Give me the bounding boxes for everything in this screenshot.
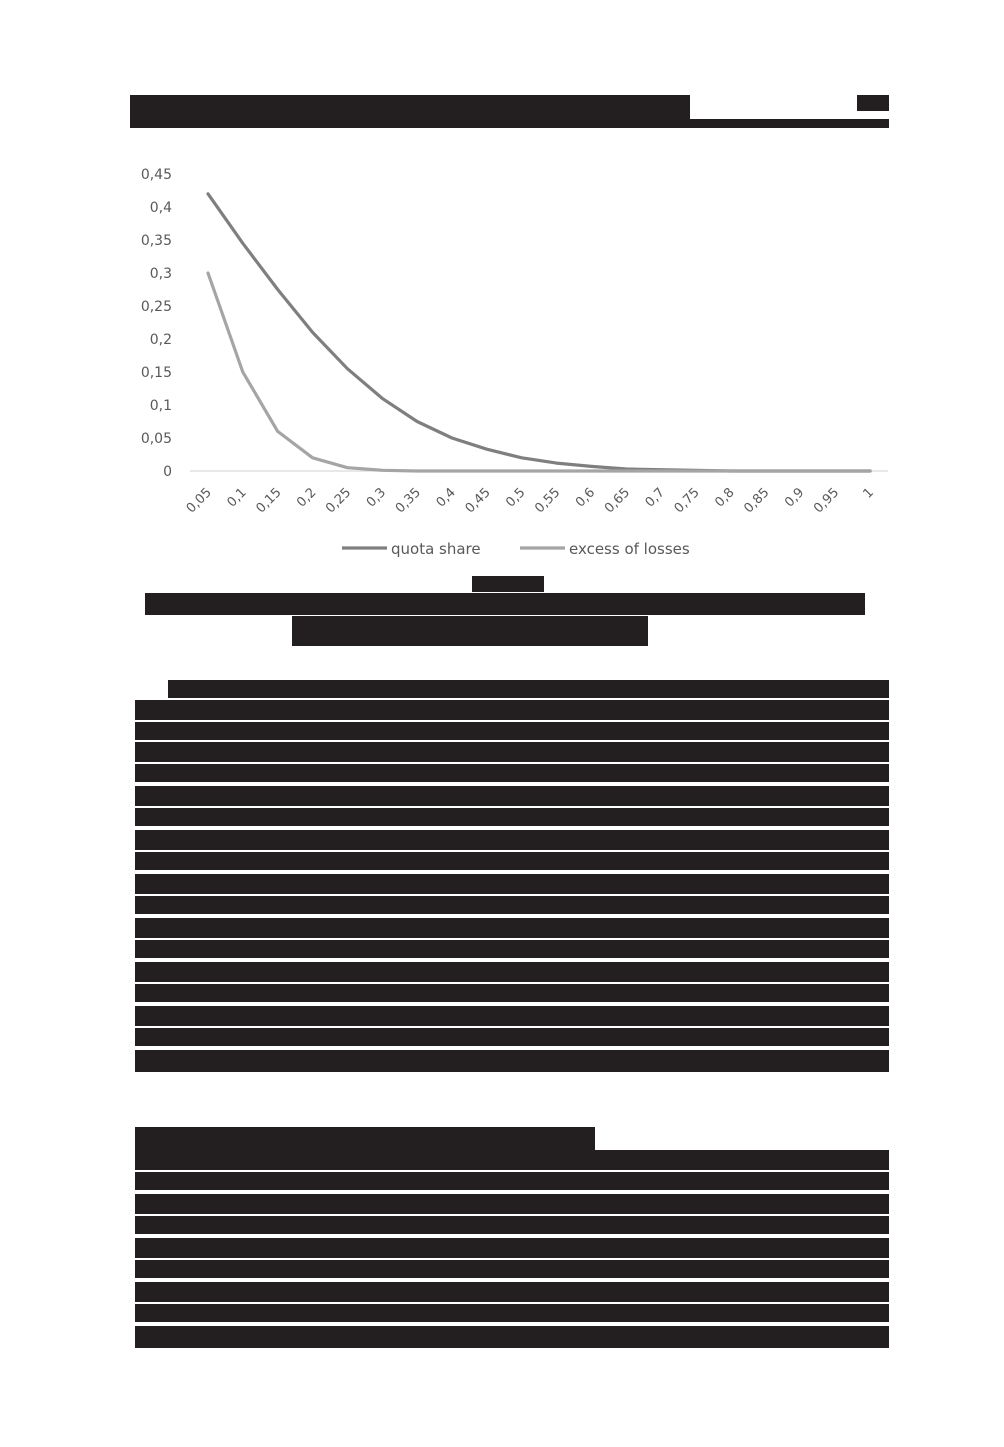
text-line-redaction [135, 742, 889, 762]
text-line-redaction [135, 700, 889, 720]
legend-label: quota share [391, 540, 481, 558]
x-tick-label: 0,75 [671, 485, 703, 517]
y-tick-label: 0,3 [149, 266, 172, 282]
x-tick-label: 0,15 [253, 485, 285, 517]
text-line-redaction [135, 1326, 889, 1348]
y-tick-label: 0,25 [140, 299, 172, 315]
page-number-redaction [857, 95, 889, 111]
text-line-redaction [135, 808, 889, 826]
text-line-redaction [135, 1282, 889, 1302]
text-line-redaction [135, 984, 889, 1002]
text-line-redaction [135, 722, 889, 740]
text-line-redaction [135, 1194, 889, 1214]
text-line-redaction [135, 1216, 889, 1234]
x-tick-label: 0,05 [183, 485, 215, 517]
text-line-redaction [135, 852, 889, 870]
y-tick-label: 0 [163, 464, 172, 480]
x-tick-label: 0,7 [642, 485, 668, 511]
text-line-redaction [135, 786, 889, 806]
x-tick-label: 0,25 [323, 485, 355, 517]
running-title-redaction [130, 95, 690, 119]
text-line-redaction [135, 1028, 889, 1046]
text-line-redaction [135, 896, 889, 914]
y-tick-label: 0,45 [140, 167, 172, 183]
text-line-redaction [135, 1172, 889, 1190]
text-line-redaction [135, 1260, 889, 1278]
x-tick-label: 0,4 [433, 485, 459, 511]
text-line-redaction [135, 1050, 889, 1072]
caption-line-2-redaction [292, 616, 648, 646]
caption-line-1-redaction [145, 593, 865, 615]
x-tick-label: 0,85 [741, 485, 773, 517]
x-tick-label: 0,3 [363, 485, 390, 511]
text-line-redaction [135, 1150, 889, 1170]
y-tick-label: 0,05 [140, 431, 172, 447]
text-line-redaction [135, 874, 889, 894]
x-tick-label: 0,95 [811, 485, 843, 517]
x-tick-label: 0,65 [601, 485, 634, 517]
text-line-redaction [135, 940, 889, 958]
y-tick-label: 0,35 [140, 233, 172, 249]
y-tick-label: 0,4 [149, 200, 172, 216]
text-line-redaction [135, 830, 889, 850]
y-tick-label: 0,15 [140, 365, 172, 381]
line-chart [120, 155, 910, 575]
chart-canvas [120, 155, 910, 575]
text-line-redaction [168, 680, 889, 698]
text-line-redaction [135, 1006, 889, 1026]
x-tick-label: 0,9 [782, 485, 808, 511]
x-tick-label: 0,5 [503, 485, 529, 511]
text-line-redaction [135, 1238, 889, 1258]
text-line-redaction [135, 918, 889, 938]
text-line-redaction [135, 764, 889, 782]
x-tick-label: 0,55 [532, 485, 564, 517]
x-tick-label: 0,35 [392, 485, 424, 517]
x-tick-label: 0,2 [294, 485, 320, 511]
series-line-excess-of-losses [208, 273, 870, 471]
legend-label: excess of losses [569, 540, 690, 558]
caption-label-redaction [472, 576, 544, 592]
series-line-quota-share [208, 194, 870, 471]
y-tick-label: 0,1 [149, 398, 172, 414]
x-tick-label: 0,6 [572, 485, 599, 511]
x-tick-label: 0,8 [712, 485, 738, 511]
header-rule [130, 119, 889, 128]
x-tick-label: 0,1 [224, 485, 250, 511]
y-tick-label: 0,2 [149, 332, 172, 348]
x-tick-label: 0,45 [462, 485, 494, 517]
text-line-redaction [135, 1304, 889, 1322]
x-tick-label: 1 [860, 485, 877, 502]
text-line-redaction [135, 962, 889, 982]
